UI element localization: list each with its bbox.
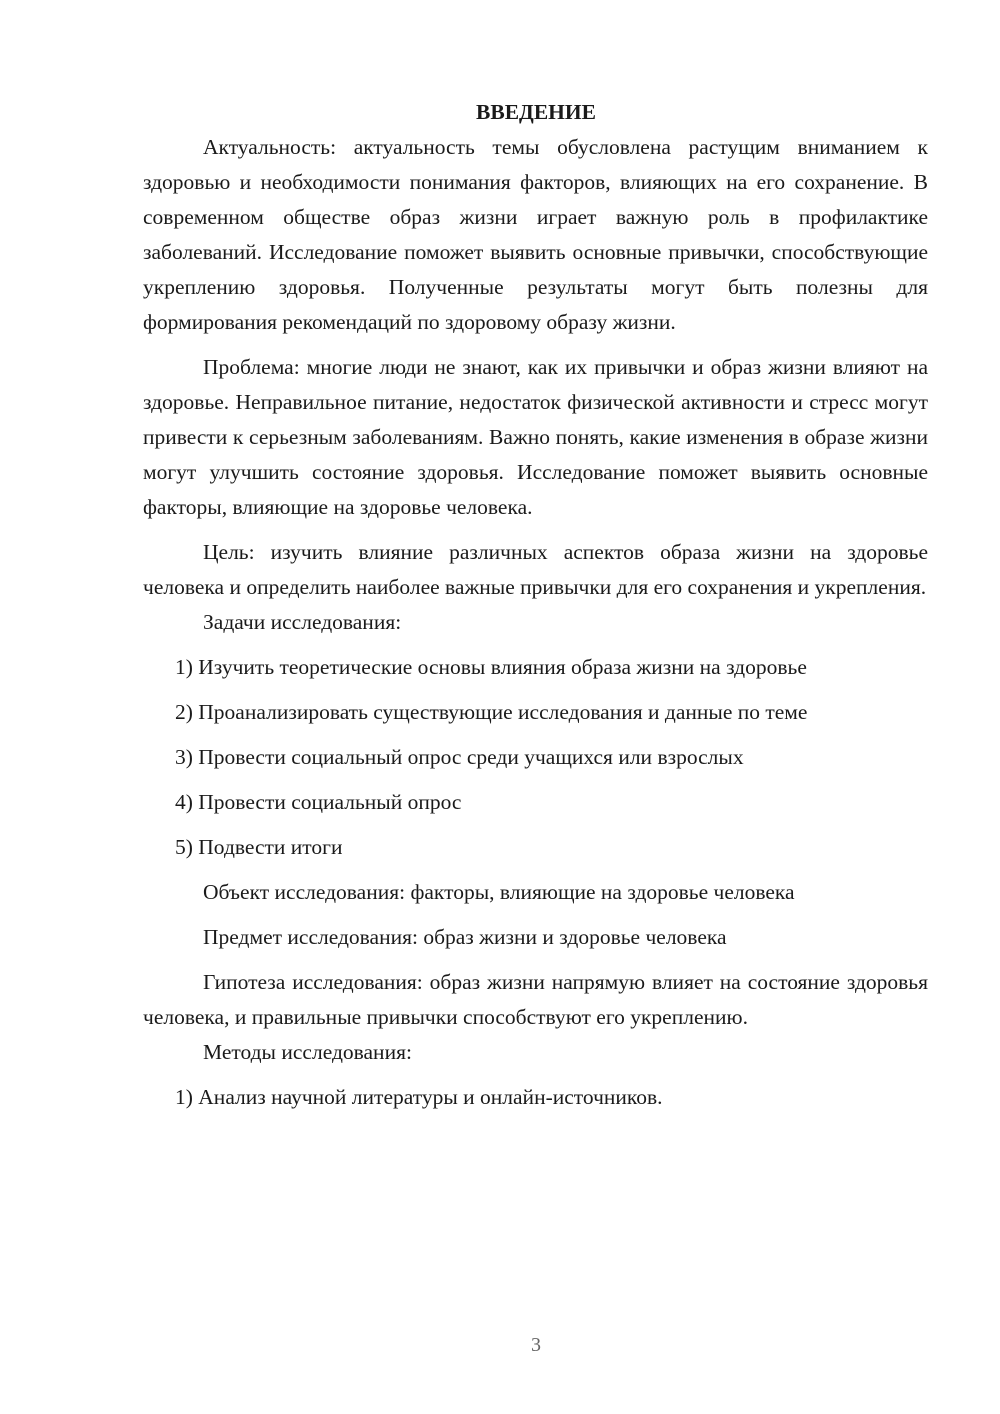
research-subject: Предмет исследования: образ жизни и здоровье человека: [203, 925, 727, 949]
task-item: 4) Провести социальный опрос: [175, 790, 462, 814]
task-item: 3) Провести социальный опрос среди учащихся или взрослых: [175, 745, 744, 769]
task-item: 1) Изучить теоретические основы влияния образа жизни на здоровье: [175, 655, 807, 679]
tasks-heading: Задачи исследования:: [203, 610, 402, 634]
goal-paragraph: Цель: изучить влияние различных аспектов образа жизни на здоровье человека и определить наиболее важные привычки для его сохранения и укрепления.: [143, 540, 928, 599]
task-item: 5) Подвести итоги: [175, 835, 343, 859]
page-title: ВВЕДЕНИЕ: [476, 100, 596, 124]
hypothesis-paragraph: Гипотеза исследования: образ жизни напрямую влияет на состояние здоровья человека, и правильные привычки способствуют его укреплению.: [143, 970, 928, 1029]
methods-heading: Методы исследования:: [203, 1040, 412, 1064]
method-item: 1) Анализ научной литературы и онлайн-источников.: [175, 1085, 663, 1109]
problem-paragraph: Проблема: многие люди не знают, как их привычки и образ жизни влияют на здоровье. Неправильное питание, недостаток физической активности и стресс могут привести к серьезным заболеваниям. Важно понять, какие изменения в образе жизни могут улучшить состояние здоровья. Исследование поможет выявить основные факторы, влияющие на здоровье человека.: [143, 355, 928, 519]
task-item: 2) Проанализировать существующие исследования и данные по теме: [175, 700, 808, 724]
document-page: [143, 94, 928, 1115]
page-number: 3: [531, 1334, 541, 1356]
research-object: Объект исследования: факторы, влияющие на здоровье человека: [203, 880, 795, 904]
relevance-paragraph: Актуальность: актуальность темы обусловлена растущим вниманием к здоровью и необходимости понимания факторов, влияющих на его сохранение. В современном обществе образ жизни играет важную роль в профилактике заболеваний. Исследование поможет выявить основные привычки, способствующие укреплению здоровья. Полученные результаты могут быть полезны для формирования рекомендаций по здоровому образу жизни.: [143, 135, 928, 334]
